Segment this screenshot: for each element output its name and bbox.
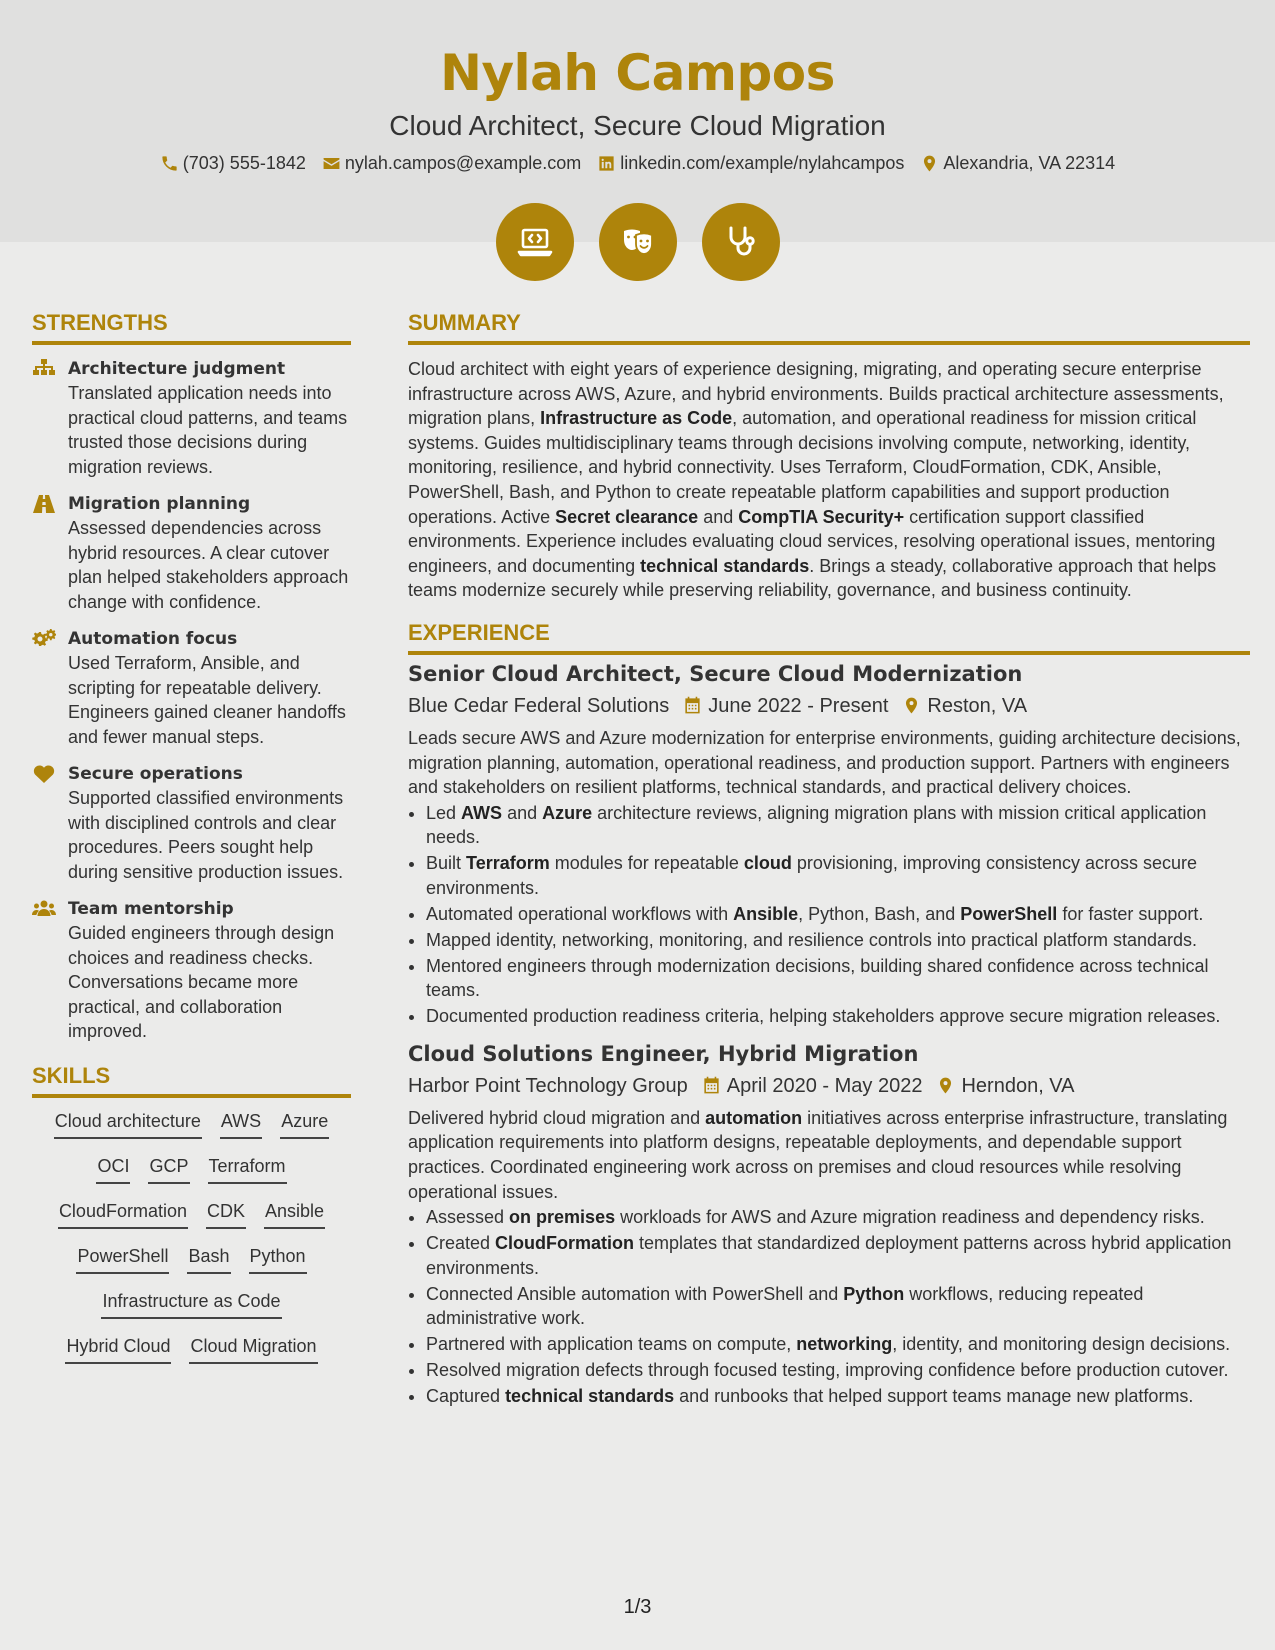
right-column [408,309,1250,1410]
emphasis-text: Terraform [466,853,550,874]
skill-tag: Cloud architecture [54,1110,202,1139]
contact-phone-text: (703) 555-1842 [182,153,306,173]
emphasis-text: CompTIA Security+ [738,506,905,527]
bullet-item [426,1384,1250,1409]
job-meta [408,1072,1250,1100]
job-meta [408,692,1250,720]
skill-row [32,1335,351,1364]
text-run: Led [426,802,462,823]
emphasis-text: Python [843,1283,905,1304]
job-dates: April 2020 - May 2022 [726,1074,923,1097]
skill-tag: AWS [220,1110,262,1139]
contact-linkedin-text: linkedin.com/example/nylahcampos [620,153,905,173]
text-run: architecture reviews, aligning migration plans with mission critical application needs. [426,802,1207,848]
emphasis-text: on premises [509,1207,616,1228]
location-icon [936,1076,955,1095]
candidate-role: Cloud Architect, Secure Cloud Migration [389,110,886,141]
location-icon [920,154,939,173]
contact-email-text: nylah.campos@example.com [344,153,582,173]
text-run: templates that standardized deployment patterns across hybrid application environments. [426,1233,1232,1278]
bullet-item [426,954,1250,1003]
emphasis-text: PowerShell [960,903,1058,924]
skill-tag: PowerShell [76,1245,169,1274]
text-run: Mapped identity, networking, monitoring, and resilience controls into practical platform standards. [426,929,1198,950]
contact-bar [0,153,1275,174]
strength-item [32,357,351,479]
text-run: Assessed [426,1207,510,1228]
text-run: initiatives across enterprise infrastructure, translating application requirements into platform designs, repeatable deployments, and dependable support practices. Coordinated engineering work across on premises and cloud resources while resolving operational issues. [408,1107,1228,1202]
skills-list [32,1110,351,1364]
skills-heading: SKILLS [32,1062,351,1098]
text-run: Captured [426,1386,506,1407]
skill-row [32,1290,351,1319]
strength-title: Team mentorship [68,899,234,919]
stethoscope-icon [721,222,761,262]
skill-row [32,1155,351,1184]
contact-email[interactable] [322,153,581,174]
strength-description: Supported classified environments with disciplined controls and clear procedures. Peers sought help during sensitive production issues. [68,788,344,882]
emphasis-text: CloudFormation [495,1233,635,1254]
summary-heading: SUMMARY [408,309,1250,345]
skill-tag: Terraform [208,1155,287,1184]
bullet-item [426,1004,1250,1029]
text-run: Built [426,853,467,874]
bullet-item [426,801,1250,850]
text-run: Automated operational workflows with [426,903,734,924]
phone-icon [160,154,179,173]
text-run: modules for repeatable [549,853,744,874]
text-run: Delivered hybrid cloud migration and [408,1107,706,1128]
bullet-item [426,928,1250,953]
text-run: provisioning, improving consistency across secure environments. [426,853,1198,898]
summary-text [408,357,1250,603]
job-dates: June 2022 - Present [708,694,889,717]
bullet-item [426,1205,1250,1230]
text-run: and [698,506,739,527]
strength-title: Automation focus [68,629,238,649]
text-run: workloads for AWS and Azure migration readiness and dependency risks. [615,1207,1205,1228]
strength-item [32,897,351,1044]
job-location: Herndon, VA [961,1074,1075,1097]
skill-row [32,1200,351,1229]
bullet-item [426,1358,1250,1383]
experience-heading: EXPERIENCE [408,619,1250,655]
emphasis-text: technical standards [505,1386,675,1407]
job-title: Cloud Solutions Engineer, Hybrid Migration [408,1041,919,1066]
text-run: Partnered with application teams on compute, [426,1334,797,1355]
strength-title: Secure operations [68,764,243,784]
emphasis-text: cloud [743,853,792,874]
emphasis-text: technical standards [640,555,810,576]
text-run: and runbooks that helped support teams manage new platforms. [674,1386,1194,1407]
bullet-item [426,1231,1250,1280]
theater-masks-icon [618,222,658,262]
theater-masks-badge [599,203,677,281]
job-summary [408,1106,1250,1204]
interest-badges [0,203,1275,281]
text-run: Documented production readiness criteria, helping stakeholders approve secure migration releases. [426,1006,1221,1027]
text-run: Leads secure AWS and Azure modernization for enterprise environments, guiding architecture decisions, migration planning, automation, operational readiness, and production support. Partners with engineers and stakeholders on resilient platforms, technical standards, and practical delivery choices. [408,727,1241,798]
contact-linkedin[interactable] [597,153,904,174]
stethoscope-badge [702,203,780,281]
calendar-icon [702,1076,721,1095]
sitemap-icon [32,359,56,379]
heart-icon [32,764,56,784]
strength-description: Assessed dependencies across hybrid resources. A clear cutover plan helped stakeholders approach change with confidence. [68,518,349,612]
header-band [0,0,1275,242]
skill-tag: Infrastructure as Code [101,1290,281,1319]
job-title: Senior Cloud Architect, Secure Cloud Modernization [408,661,1023,686]
emphasis-text: Ansible [733,903,799,924]
bullet-item [426,1332,1250,1357]
text-run: Cloud architect with eight years of experience designing, migrating, and operating secure enterprise infrastructure across AWS, Azure, and hybrid environments. Builds practical architecture assessments, migration plans, [408,359,1224,429]
text-run: and [502,802,543,823]
contact-location[interactable] [920,153,1115,174]
job-company: Harbor Point Technology Group [408,1074,688,1097]
skill-tag: OCI [96,1155,130,1184]
laptop-code-badge [496,203,574,281]
emphasis-text: AWS [461,802,503,823]
skill-tag: CDK [206,1200,246,1229]
text-run: , identity, and monitoring design decisions. [892,1334,1231,1355]
text-run: . Brings a steady, collaborative approach that helps teams modernize securely while preserving reliability, governance, and business continuity. [408,555,1217,601]
contact-phone[interactable] [160,153,306,174]
emphasis-text: Secret clearance [555,506,699,527]
text-run: Created [426,1233,496,1254]
candidate-name: Nylah Campos [440,44,835,102]
strength-item [32,627,351,749]
skill-tag: CloudFormation [58,1200,188,1229]
users-icon [32,899,56,919]
job-location: Reston, VA [927,694,1028,717]
road-icon [32,494,56,514]
text-run: Connected Ansible automation with PowerShell and [426,1283,844,1304]
bullet-item [426,902,1250,927]
strength-description: Used Terraform, Ansible, and scripting for repeatable delivery. Engineers gained cleaner handoffs and fewer manual steps. [68,653,346,747]
contact-location-text: Alexandria, VA 22314 [943,153,1116,173]
gears-icon [32,629,56,649]
skill-row [32,1110,351,1139]
strength-title: Architecture judgment [68,359,286,379]
job-entry [408,659,1250,1029]
skill-tag: Cloud Migration [189,1335,317,1364]
skill-tag: Ansible [264,1200,325,1229]
linkedin-icon [597,154,616,173]
bullet-item [426,1282,1250,1331]
strength-item [32,762,351,884]
bullet-item [426,851,1250,900]
emphasis-text: Infrastructure as Code [540,408,733,429]
laptop-code-icon [515,222,555,262]
skill-tag: Python [249,1245,307,1274]
skill-tag: Bash [187,1245,230,1274]
strength-item [32,492,351,614]
email-icon [322,154,341,173]
page-number: 1/3 [623,1596,652,1618]
job-company: Blue Cedar Federal Solutions [408,694,670,717]
job-entry [408,1039,1250,1409]
skill-tag: GCP [148,1155,189,1184]
text-run: Mentored engineers through modernization decisions, building shared confidence across technical teams. [426,955,1209,1001]
calendar-icon [683,696,702,715]
text-run: certification support classified environments. Experience includes evaluating cloud services, resolving operational issues, mentoring engineers, and documenting [408,506,1216,576]
strengths-heading: STRENGTHS [32,309,351,345]
text-run: Resolved migration defects through focused testing, improving confidence before production cutover. [426,1360,1229,1381]
strength-title: Migration planning [68,494,251,514]
left-column [32,309,351,1380]
emphasis-text: networking [796,1334,893,1355]
location-icon [902,696,921,715]
strength-description: Translated application needs into practical cloud patterns, and teams trusted those decisions during migration reviews. [68,383,348,477]
emphasis-text: Azure [542,802,593,823]
text-run: , automation, and operational readiness for mission critical systems. Guides multidisciplinary teams through decisions involving compute, networking, identity, monitoring, resilience, and hybrid connectivity. Uses Terraform, CloudFormation, CDK, Ansible, PowerShell, Bash, and Python to create repeatable platform capabilities and support production operations. Active [408,408,1197,527]
text-run: , Python, Bash, and [798,903,961,924]
text-run: workflows, reducing repeated administrative work. [426,1283,1144,1329]
emphasis-text: automation [705,1107,803,1128]
job-bullets [408,1205,1250,1409]
skill-tag: Hybrid Cloud [65,1335,171,1364]
text-run: for faster support. [1057,903,1204,924]
skill-row [32,1245,351,1274]
skill-tag: Azure [280,1110,329,1139]
job-bullets [408,801,1250,1029]
job-summary [408,726,1250,800]
strength-description: Guided engineers through design choices and readiness checks. Conversations became more practical, and collaboration improved. [68,923,335,1041]
